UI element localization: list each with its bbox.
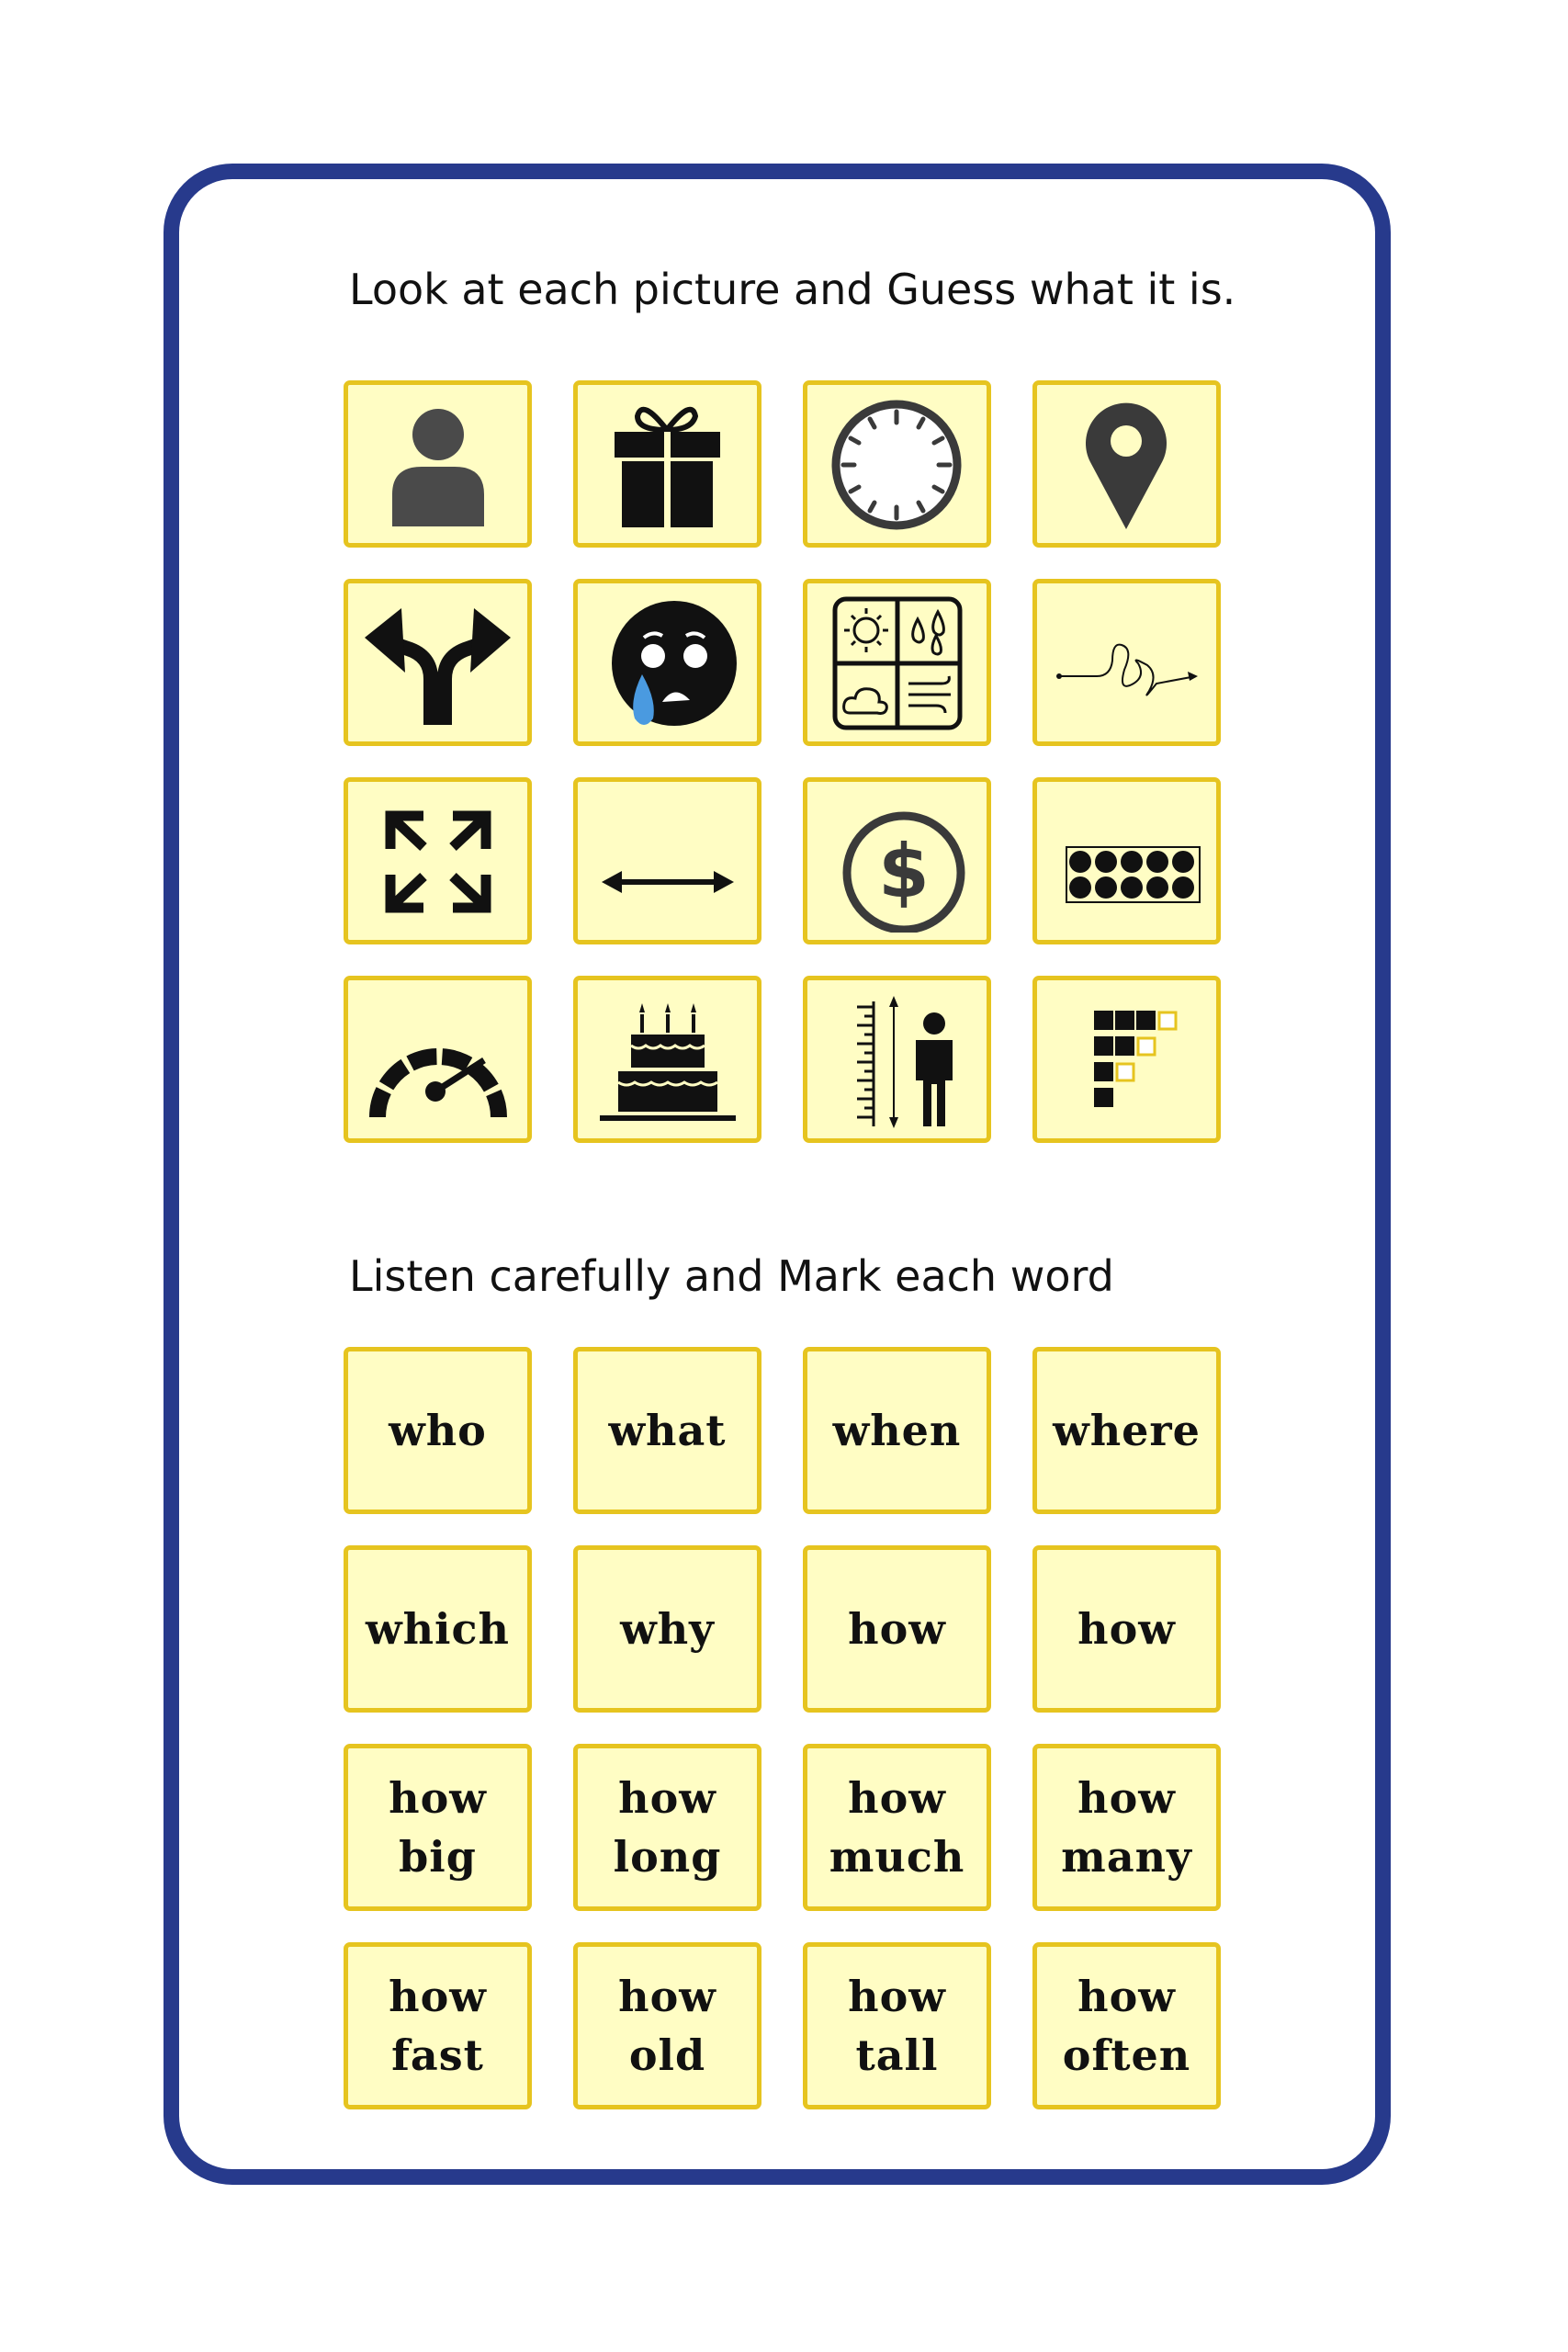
word-tile-how-long[interactable]: [573, 1744, 761, 1911]
dollar-coin-icon: [817, 790, 977, 933]
picture-tile[interactable]: [573, 976, 761, 1143]
picture-tile[interactable]: [803, 976, 991, 1143]
picture-tile[interactable]: [344, 380, 532, 548]
word-grid: [344, 1347, 1221, 2109]
picture-tile[interactable]: [803, 380, 991, 548]
word-tile-how[interactable]: [1032, 1545, 1221, 1713]
height-measure-icon: [817, 989, 977, 1131]
word-tile-how-often[interactable]: [1032, 1942, 1221, 2109]
picture-tile[interactable]: [344, 579, 532, 746]
word-label: how fast: [389, 1972, 487, 2080]
word-tile-which[interactable]: [344, 1545, 532, 1713]
picture-instructions: Look at each picture and Guess what it is.: [349, 265, 1236, 314]
word-tile-how[interactable]: [803, 1545, 991, 1713]
picture-tile[interactable]: [803, 579, 991, 746]
word-tile-what[interactable]: [573, 1347, 761, 1514]
word-tile-how-fast[interactable]: [344, 1942, 532, 2109]
gift-icon: [587, 393, 748, 536]
picture-tile[interactable]: [1032, 777, 1221, 944]
word-tile-who[interactable]: [344, 1347, 532, 1514]
picture-tile[interactable]: [1032, 380, 1221, 548]
picture-tile[interactable]: [573, 777, 761, 944]
word-label: how long: [613, 1773, 722, 1882]
expand-arrows-icon: [357, 790, 518, 933]
word-tile-when[interactable]: [803, 1347, 991, 1514]
word-label: how much: [829, 1773, 965, 1882]
birthday-cake-icon: [587, 989, 748, 1131]
split-arrow-icon: [357, 592, 518, 734]
word-tile-how-old[interactable]: [573, 1942, 761, 2109]
word-label: why: [620, 1604, 715, 1654]
double-arrow-icon: [587, 790, 748, 933]
word-label: how: [1077, 1604, 1176, 1654]
word-label: when: [832, 1406, 962, 1455]
word-label: where: [1053, 1406, 1201, 1455]
word-label: which: [366, 1604, 510, 1654]
word-tile-why[interactable]: [573, 1545, 761, 1713]
person-icon: [357, 393, 518, 536]
word-tile-how-big[interactable]: [344, 1744, 532, 1911]
location-pin-icon: [1046, 393, 1207, 536]
word-label: how: [848, 1604, 946, 1654]
weather-icon: [817, 592, 977, 734]
picture-tile[interactable]: [573, 380, 761, 548]
crying-face-icon: [587, 592, 748, 734]
word-label: how tall: [848, 1972, 946, 2080]
frequency-blocks-icon: [1046, 989, 1207, 1131]
svg-text:$: $: [878, 828, 930, 914]
word-tile-how-much[interactable]: [803, 1744, 991, 1911]
word-label: how big: [389, 1773, 487, 1882]
word-label: who: [389, 1406, 487, 1455]
picture-tile[interactable]: [344, 976, 532, 1143]
word-tile-how-many[interactable]: [1032, 1744, 1221, 1911]
picture-tile[interactable]: [803, 777, 991, 944]
word-label: how often: [1062, 1972, 1191, 2080]
picture-tile[interactable]: [344, 777, 532, 944]
word-tile-where[interactable]: [1032, 1347, 1221, 1514]
word-instructions: Listen carefully and Mark each word: [349, 1251, 1114, 1301]
word-label: what: [608, 1406, 727, 1455]
picture-tile[interactable]: [1032, 976, 1221, 1143]
picture-tile[interactable]: [1032, 579, 1221, 746]
ten-frame-icon: [1046, 790, 1207, 933]
squiggle-path-icon: [1046, 592, 1207, 734]
word-tile-how-tall[interactable]: [803, 1942, 991, 2109]
word-label: how many: [1061, 1773, 1192, 1882]
speedometer-icon: [357, 989, 518, 1131]
clock-icon: [817, 393, 977, 536]
picture-grid: [344, 380, 1221, 1143]
picture-tile[interactable]: [573, 579, 761, 746]
word-label: how old: [618, 1972, 716, 2080]
